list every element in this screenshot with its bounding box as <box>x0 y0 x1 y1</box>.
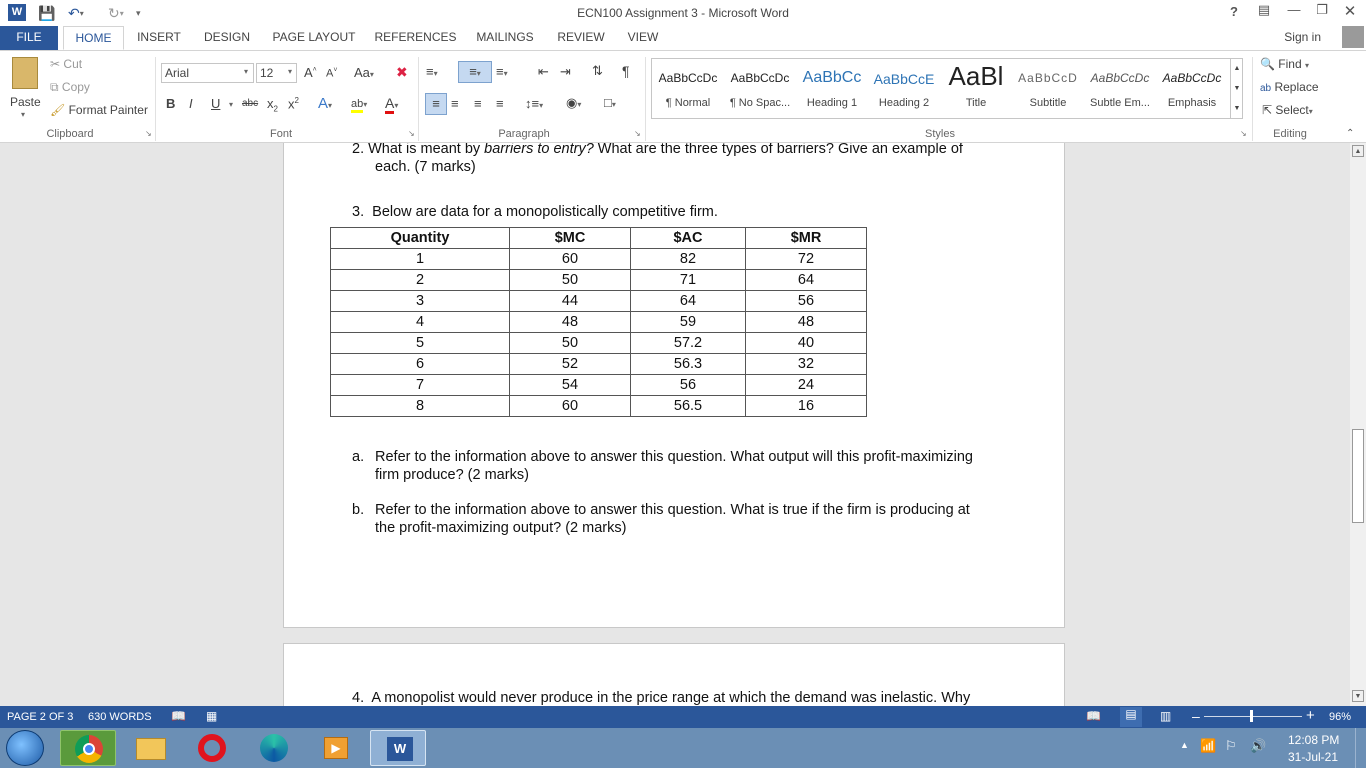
dialog-launcher-icon[interactable]: ↘ <box>634 129 641 138</box>
word-app-icon[interactable]: W <box>8 4 26 21</box>
group-separator <box>418 57 419 141</box>
opera-icon[interactable] <box>184 730 240 766</box>
clock-time[interactable]: 12:08 PM <box>1288 733 1340 747</box>
borders-icon[interactable]: □▾ <box>604 95 616 110</box>
customize-qat-icon[interactable]: ▾ <box>136 7 141 18</box>
collapse-ribbon-icon[interactable]: ⌃ <box>1346 128 1355 139</box>
media-player-icon[interactable]: ▶ <box>308 730 364 766</box>
tab-view[interactable]: VIEW <box>627 30 659 44</box>
editing-group-label: Editing <box>1273 128 1307 140</box>
group-separator <box>1252 57 1253 141</box>
table-cell: 6 <box>331 354 510 375</box>
read-mode-icon[interactable]: 📖 <box>1086 709 1101 723</box>
dialog-launcher-icon[interactable]: ↘ <box>408 129 415 138</box>
page-count[interactable]: PAGE 2 OF 3 <box>7 711 74 723</box>
network-icon[interactable]: 📶 <box>1200 738 1217 753</box>
sort-icon[interactable]: ⇅ <box>592 63 603 78</box>
paste-button[interactable] <box>6 55 44 121</box>
document-page[interactable] <box>283 143 1065 628</box>
table-cell: 3 <box>331 291 510 312</box>
cursor-icon: ⇱ <box>1262 103 1273 117</box>
table-cell: 56.5 <box>631 396 746 417</box>
word-taskbar-icon[interactable]: W <box>370 730 426 766</box>
copy-button[interactable]: ⧉ Copy <box>50 80 90 94</box>
font-group-label: Font <box>269 128 292 140</box>
table-cell: 2 <box>331 270 510 291</box>
table-cell: 40 <box>746 333 867 354</box>
select-button[interactable]: ⇱ Select▾ <box>1262 103 1313 117</box>
table-cell: 60 <box>510 249 631 270</box>
table-row <box>331 291 867 312</box>
column-header-mr: $MR <box>746 228 867 249</box>
word-count[interactable]: 630 WORDS <box>88 711 152 723</box>
find-button[interactable]: 🔍 Find ▾ <box>1260 57 1309 71</box>
style-title[interactable]: AaBl Title <box>948 61 1004 109</box>
paste-label: Paste <box>10 95 41 109</box>
table-header-row <box>331 228 867 249</box>
table-cell: 32 <box>746 354 867 375</box>
zoom-in-button[interactable]: + <box>1306 707 1315 724</box>
align-right-icon[interactable]: ≡ <box>474 96 482 111</box>
replace-button[interactable]: ab Replace <box>1260 80 1319 94</box>
taskbar <box>0 728 1366 768</box>
numbering-icon[interactable]: ≡▾ <box>458 61 492 83</box>
help-button[interactable]: ? <box>1230 4 1238 19</box>
dialog-launcher-icon[interactable]: ↘ <box>145 129 152 138</box>
table-cell: 48 <box>510 312 631 333</box>
dialog-launcher-icon[interactable]: ↘ <box>1240 129 1247 138</box>
show-hidden-icons[interactable]: ▲ <box>1180 740 1189 750</box>
window-title: ECN100 Assignment 3 - Microsoft Word <box>577 6 789 20</box>
save-icon[interactable]: 💾 <box>38 4 56 21</box>
bold-button[interactable]: B <box>166 96 176 111</box>
table-cell: 57.2 <box>631 333 746 354</box>
style-normal[interactable]: AaBbCcDc ¶ Normal <box>658 71 718 109</box>
chevron-down-icon: ▾ <box>244 67 249 76</box>
start-button[interactable] <box>6 730 44 766</box>
show-desktop-button[interactable] <box>1355 728 1366 768</box>
tab-mailings[interactable]: MAILINGS <box>476 30 534 44</box>
minimize-button[interactable]: — <box>1287 2 1301 17</box>
grow-font-icon[interactable]: A˄ <box>304 65 317 80</box>
shading-icon[interactable]: ◉▾ <box>566 95 582 110</box>
bullets-icon[interactable]: ≡▾ <box>426 64 438 79</box>
font-size-select[interactable]: 12 <box>256 63 297 83</box>
zoom-slider[interactable] <box>1204 716 1302 717</box>
zoom-out-button[interactable]: – <box>1192 708 1200 724</box>
tab-page-layout[interactable]: PAGE LAYOUT <box>272 30 356 44</box>
styles-gallery <box>651 58 1243 119</box>
chevron-down-icon: ▾ <box>229 100 234 109</box>
table-cell: 72 <box>746 249 867 270</box>
table-cell: 56.3 <box>631 354 746 375</box>
style-emphasis[interactable]: AaBbCcDc Emphasis <box>1162 71 1222 109</box>
column-header-quantity: Quantity <box>331 228 510 249</box>
styles-more-icon[interactable]: ▼ <box>1230 99 1243 118</box>
table-cell: 64 <box>631 291 746 312</box>
tab-home[interactable]: HOME <box>63 26 124 50</box>
question-4: 4. A monopolist would never produce in the price range at which the demand was inelastic. Why <box>352 690 971 706</box>
shrink-font-icon[interactable]: A˅ <box>326 67 338 80</box>
font-name-select[interactable]: Arial <box>161 63 254 83</box>
tab-references[interactable]: REFERENCES <box>374 30 457 44</box>
table-cell: 64 <box>746 270 867 291</box>
align-center-icon[interactable]: ≡ <box>451 96 459 111</box>
ribbon-display-options-icon[interactable]: ▤ <box>1257 2 1271 17</box>
question-3b: Refer to the information above to answer this question. What is true if the firm is producing at the profit-maximizing output? (2 marks) <box>375 502 970 536</box>
style-no-spacing[interactable]: AaBbCcDc ¶ No Spac... <box>729 71 791 109</box>
chevron-down-icon: ▾ <box>288 67 293 76</box>
clipboard-group-label: Clipboard <box>46 128 94 140</box>
line-spacing-icon[interactable]: ↕≡▾ <box>525 96 544 111</box>
justify-icon[interactable]: ≡ <box>496 96 504 111</box>
data-table <box>330 227 867 417</box>
restore-button[interactable]: ❐ <box>1316 2 1328 17</box>
status-bar <box>0 706 1366 728</box>
column-header-mc: $MC <box>510 228 631 249</box>
binoculars-icon: 🔍 <box>1260 57 1275 71</box>
align-left-icon[interactable]: ≡ <box>425 93 447 115</box>
multilevel-list-icon[interactable]: ≡▾ <box>496 64 508 79</box>
text-effects-icon[interactable]: A▾ <box>318 95 333 112</box>
table-row <box>331 333 867 354</box>
table-cell: 44 <box>510 291 631 312</box>
table-cell: 71 <box>631 270 746 291</box>
table-cell: 82 <box>631 249 746 270</box>
web-layout-icon[interactable]: ▥ <box>1160 709 1172 723</box>
question-3: 3. Below are data for a monopolistically competitive firm. <box>352 204 718 220</box>
chrome-icon[interactable] <box>60 730 116 766</box>
edge-icon[interactable] <box>246 730 302 766</box>
table-cell: 60 <box>510 396 631 417</box>
clipboard-icon <box>12 57 38 89</box>
question-3a: Refer to the information above to answer this question. What output will this profit-maximizing firm produce? (2 marks) <box>375 449 973 483</box>
italic-button[interactable]: I <box>189 96 193 111</box>
table-row <box>331 375 867 396</box>
ribbon-tabs <box>0 26 1366 50</box>
action-center-icon[interactable]: ⚐ <box>1225 738 1237 753</box>
subscript-button[interactable]: $x_2$ <box>267 96 278 114</box>
show-formatting-icon[interactable]: ¶ <box>622 63 630 79</box>
styles-group-label: Styles <box>925 128 955 140</box>
chevron-down-icon: ▾ <box>21 110 26 119</box>
underline-button[interactable]: U <box>211 96 221 111</box>
sign-in-link[interactable]: Sign in <box>1284 30 1321 44</box>
style-subtitle[interactable]: AaBbCcD Subtitle <box>1018 71 1078 109</box>
paragraph-group-label: Paragraph <box>498 128 550 140</box>
column-header-ac: $AC <box>631 228 746 249</box>
table-cell: 8 <box>331 396 510 417</box>
proofing-icon[interactable]: 📖 <box>171 709 186 723</box>
style-subtle-emphasis[interactable]: AaBbCcDc Subtle Em... <box>1090 71 1150 109</box>
decrease-indent-icon[interactable]: ⇤ <box>538 64 549 79</box>
replace-icon: ab <box>1260 83 1272 94</box>
volume-icon[interactable]: 🔊 <box>1250 738 1267 753</box>
table-cell: 59 <box>631 312 746 333</box>
vertical-scrollbar[interactable] <box>1350 143 1366 706</box>
zoom-level[interactable]: 96% <box>1329 711 1352 723</box>
tab-design[interactable]: DESIGN <box>203 30 250 44</box>
table-row <box>331 270 867 291</box>
clock-date[interactable]: 31-Jul-21 <box>1288 750 1339 764</box>
clear-formatting-icon[interactable]: ✖ <box>396 64 408 80</box>
table-cell: 48 <box>746 312 867 333</box>
file-explorer-icon[interactable] <box>122 730 178 766</box>
question-2: 2. What is meant by barriers to entry? What are the three types of barriers? Give an example of <box>352 143 963 157</box>
styles-scroll-down-icon[interactable]: ▼ <box>1230 79 1243 99</box>
table-cell: 56 <box>631 375 746 396</box>
table-cell: 5 <box>331 333 510 354</box>
zoom-slider-thumb[interactable] <box>1250 710 1253 722</box>
table-cell: 54 <box>510 375 631 396</box>
paintbrush-icon: 🖌 <box>50 103 66 117</box>
cut-button[interactable]: ✂ Cut <box>50 57 83 71</box>
document-area <box>0 143 1350 706</box>
table-row <box>331 249 867 270</box>
table-cell: 56 <box>746 291 867 312</box>
tab-review[interactable]: REVIEW <box>557 30 605 44</box>
table-cell: 50 <box>510 270 631 291</box>
styles-scroll-up-icon[interactable]: ▲ <box>1230 59 1243 79</box>
table-cell: 1 <box>331 249 510 270</box>
close-button[interactable]: ✕ <box>1343 3 1357 20</box>
tab-file[interactable]: FILE <box>0 26 58 50</box>
macro-icon[interactable]: ▦ <box>206 709 218 723</box>
ribbon <box>0 50 1366 143</box>
print-layout-icon[interactable]: ▤ <box>1120 707 1142 727</box>
title-bar <box>0 0 1366 26</box>
style-heading-1[interactable]: AaBbCc Heading 1 <box>802 69 862 109</box>
change-case-button[interactable]: Aa▾ <box>354 65 374 80</box>
redo-icon[interactable]: ↻ ▾ <box>108 4 124 21</box>
table-cell: 4 <box>331 312 510 333</box>
avatar[interactable] <box>1342 26 1364 48</box>
group-separator <box>155 57 156 141</box>
document-page[interactable] <box>283 643 1065 706</box>
style-heading-2[interactable]: AaBbCcE Heading 2 <box>873 71 935 109</box>
scroll-thumb[interactable] <box>1352 429 1364 523</box>
table-cell: 52 <box>510 354 631 375</box>
copy-icon: ⧉ <box>50 80 59 94</box>
increase-indent-icon[interactable]: ⇥ <box>560 64 571 79</box>
question-3a-letter: a. <box>352 449 365 465</box>
undo-icon[interactable]: ↶ ▾ <box>68 4 84 21</box>
table-cell: 16 <box>746 396 867 417</box>
highlight-icon[interactable]: ab▾ <box>351 95 367 110</box>
table-row <box>331 354 867 375</box>
table-cell: 7 <box>331 375 510 396</box>
question-2-cont: each. (7 marks) <box>375 159 476 175</box>
group-separator <box>645 57 646 141</box>
tab-insert[interactable]: INSERT <box>137 30 181 44</box>
superscript-button[interactable]: $x^2$ <box>288 96 299 112</box>
strikethrough-button[interactable]: abc <box>242 98 259 109</box>
table-row <box>331 396 867 417</box>
question-3b-letter: b. <box>352 502 365 518</box>
format-painter-button[interactable]: 🖌 Format Painter <box>50 103 148 117</box>
scroll-up-icon[interactable]: ▲ <box>1352 145 1364 157</box>
font-color-icon[interactable]: A▾ <box>385 95 398 111</box>
table-cell: 24 <box>746 375 867 396</box>
table-row <box>331 312 867 333</box>
table-cell: 50 <box>510 333 631 354</box>
scissors-icon: ✂ <box>50 57 61 71</box>
scroll-down-icon[interactable]: ▼ <box>1352 690 1364 702</box>
